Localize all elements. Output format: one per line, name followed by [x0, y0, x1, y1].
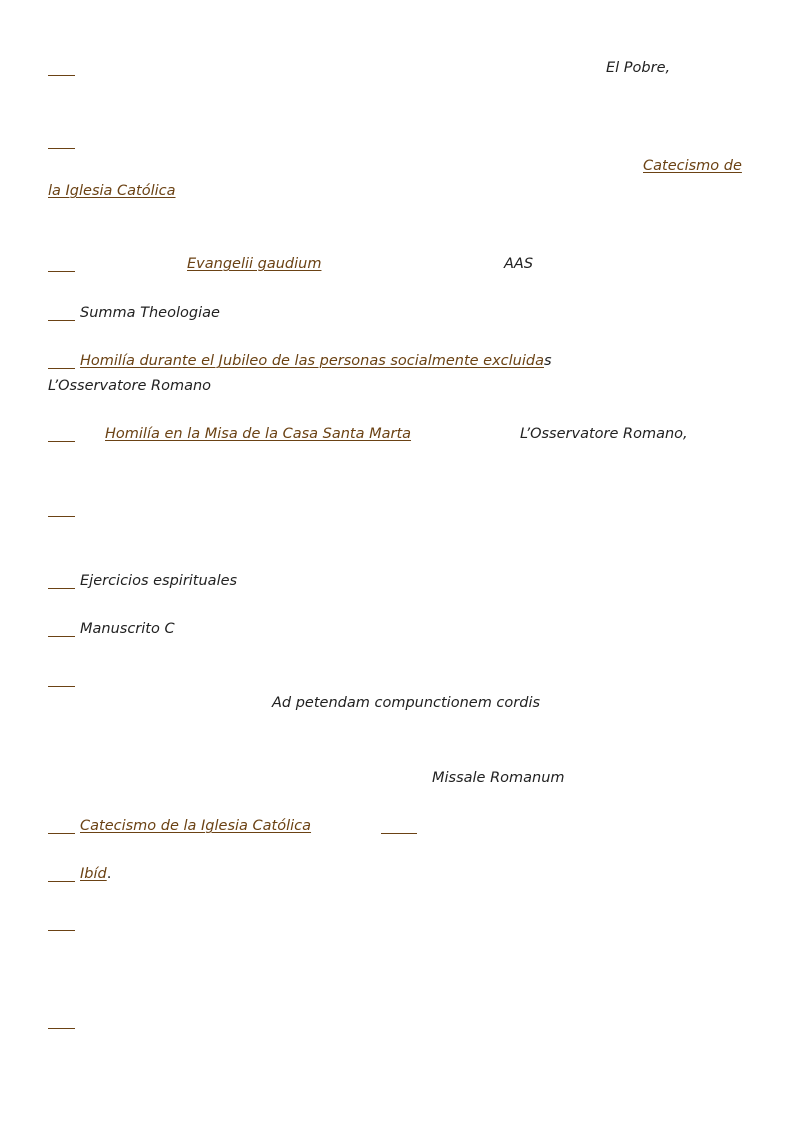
note-text: Ad petendam compunctionem cordis [272, 695, 541, 711]
footnote-mark[interactable] [48, 271, 75, 272]
link-catecismo[interactable]: Catecismo de [643, 158, 742, 174]
footnote-mark[interactable] [48, 148, 75, 149]
note-text: s [543, 353, 552, 369]
link-evangelii-gaudium[interactable]: Evangelii gaudium [187, 256, 322, 272]
note-text: L’Osservatore Romano, [520, 426, 688, 442]
footnote-mark[interactable] [48, 320, 75, 321]
footnote-mark[interactable] [48, 588, 75, 589]
footnote-mark[interactable] [381, 833, 417, 834]
note-text: Summa Theologiae [80, 305, 220, 321]
note-line [80, 865, 111, 883]
footnote-mark[interactable] [48, 833, 75, 834]
link-catecismo-iglesia[interactable]: Catecismo de la Iglesia Católica [80, 818, 312, 834]
link-homilia-santa-marta[interactable]: Homilía en la Misa de la Casa Santa Marta [105, 426, 412, 442]
link-catecismo-cont[interactable]: la Iglesia Católica [48, 183, 176, 199]
note-text: . [106, 866, 112, 882]
footnote-mark[interactable] [48, 881, 75, 882]
footnote-mark[interactable] [48, 686, 75, 687]
footnote-mark[interactable] [48, 75, 75, 76]
note-text: Missale Romanum [432, 770, 565, 786]
note-text: El Pobre, [606, 60, 671, 76]
footnote-mark[interactable] [48, 368, 75, 369]
footnote-mark[interactable] [48, 441, 75, 442]
note-text: AAS [504, 256, 534, 272]
link-ibid[interactable]: Ibíd [80, 866, 107, 882]
note-line [80, 352, 552, 370]
footnote-mark[interactable] [48, 930, 75, 931]
footnote-mark[interactable] [48, 636, 75, 637]
link-homilia-jubileo[interactable]: Homilía durante el Jubileo de las personas socialmente excluida [80, 353, 544, 369]
note-text: Ejercicios espirituales [80, 573, 238, 589]
note-text: L’Osservatore Romano [48, 378, 212, 394]
note-text: Manuscrito C [80, 621, 175, 637]
footnote-mark[interactable] [48, 516, 75, 517]
footnote-mark[interactable] [48, 1028, 75, 1029]
